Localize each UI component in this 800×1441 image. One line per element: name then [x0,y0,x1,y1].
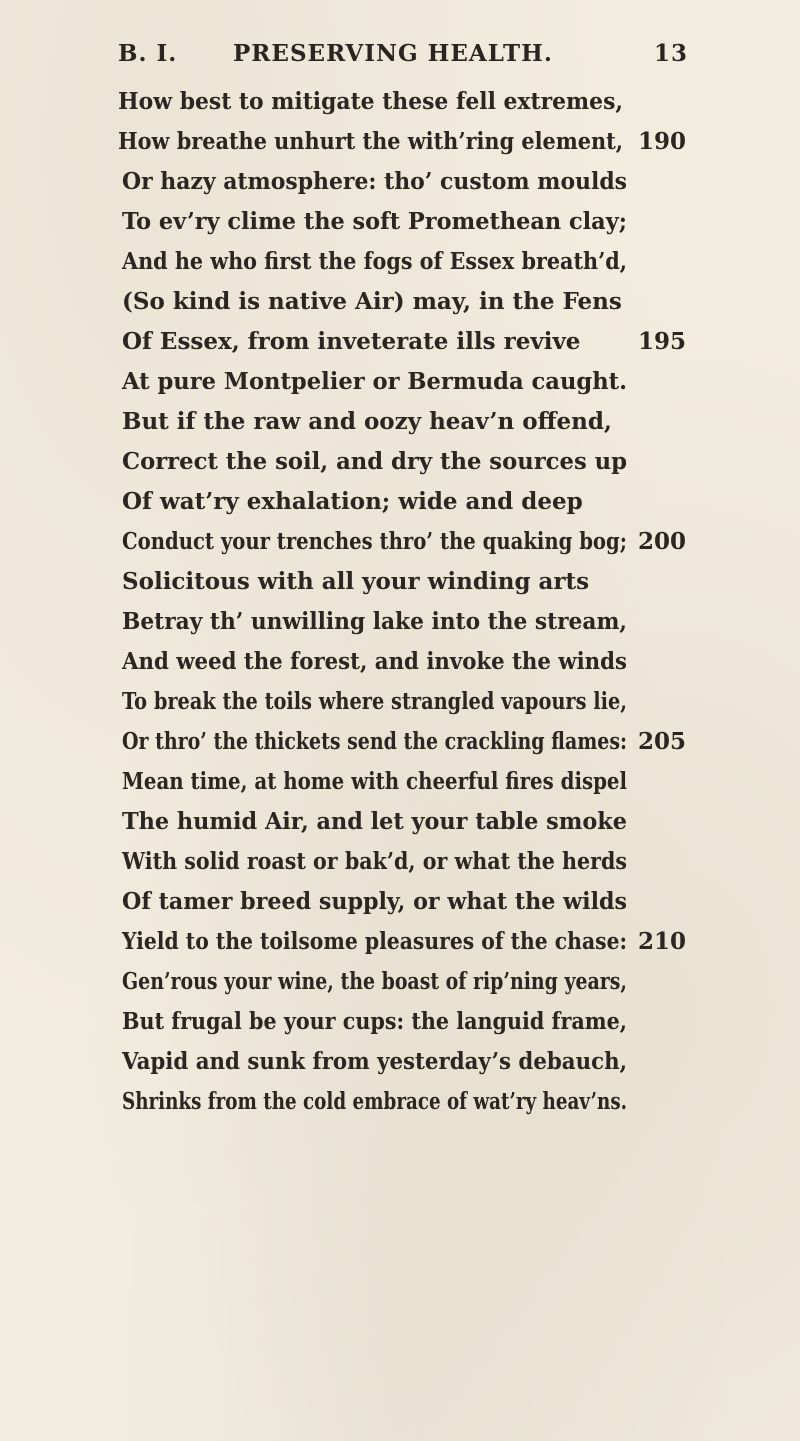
verse-text: Of tamer breed supply, or what the wilds [122,888,627,915]
verse-text: Vapid and sunk from yesterday’s debauch, [122,1048,627,1075]
verse-text: At pure Montpelier or Bermuda caught. [122,368,627,395]
verse-text: Mean time, at home with cheerful fires dispel [122,768,627,795]
line-number: 190 [638,128,687,155]
verse-line [0,484,800,524]
verse-text: Shrinks from the cold embrace of wat’ry heav’ns. [122,1088,627,1115]
verse-line [0,724,800,764]
verse-text: (So kind is native Air) may, in the Fens [122,288,622,315]
verse-text: Yield to the toilsome pleasures of the chase: [122,928,627,955]
verse-line [0,404,800,444]
verse-text: And he who first the fogs of Essex breath’d, [122,248,627,275]
verse-line [0,244,800,284]
verse-text: Conduct your trenches thro’ the quaking bog; [122,528,627,555]
verse-line [0,604,800,644]
verse-text: Or thro’ the thickets send the crackling flames: [122,728,627,755]
verse-text: But if the raw and oozy heav’n offend, [122,408,612,435]
verse-line [0,1004,800,1044]
verse-line [0,444,800,484]
verse-line [0,1084,800,1124]
line-number: 210 [638,928,687,955]
verse-line [0,964,800,1004]
verse-line [0,284,800,324]
verse-text: Solicitous with all your winding arts [122,568,590,595]
line-number: 200 [638,528,687,555]
verse-text: Gen’rous your wine, the boast of rip’ning years, [122,968,627,995]
verse-line [0,324,800,364]
verse-block [0,84,800,1124]
verse-line [0,1044,800,1084]
verse-text: Of wat’ry exhalation; wide and deep [122,488,583,515]
verse-line [0,124,800,164]
verse-line [0,524,800,564]
verse-line [0,644,800,684]
verse-text: With solid roast or bak’d, or what the herds [122,848,627,875]
verse-line [0,884,800,924]
page-title: PRESERVING HEALTH. [233,40,553,67]
verse-text: Correct the soil, and dry the sources up [122,448,627,475]
verse-line [0,204,800,244]
running-head [0,40,800,80]
verse-line [0,564,800,604]
verse-text: To ev’ry clime the soft Promethean clay; [122,208,627,235]
book-mark: B. I. [118,40,178,67]
verse-text: How best to mitigate these fell extremes, [118,88,623,115]
verse-line [0,844,800,884]
verse-text: Or hazy atmosphere: tho’ custom moulds [122,168,627,195]
verse-text: The humid Air, and let your table smoke [122,808,627,835]
verse-line [0,164,800,204]
line-number: 195 [638,328,687,355]
page-number: 13 [654,40,689,67]
verse-line [0,924,800,964]
verse-text: Betray th’ unwilling lake into the stream, [122,608,627,635]
verse-line [0,804,800,844]
verse-text: How breathe unhurt the with’ring element, [118,128,623,155]
verse-line [0,364,800,404]
verse-text: Of Essex, from inveterate ills revive [122,328,581,355]
verse-text: To break the toils where strangled vapours lie, [122,688,627,715]
verse-text: But frugal be your cups: the languid frame, [122,1008,627,1035]
line-number: 205 [638,728,687,755]
verse-text: And weed the forest, and invoke the winds [122,648,627,675]
verse-line [0,684,800,724]
verse-line [0,764,800,804]
verse-line [0,84,800,124]
